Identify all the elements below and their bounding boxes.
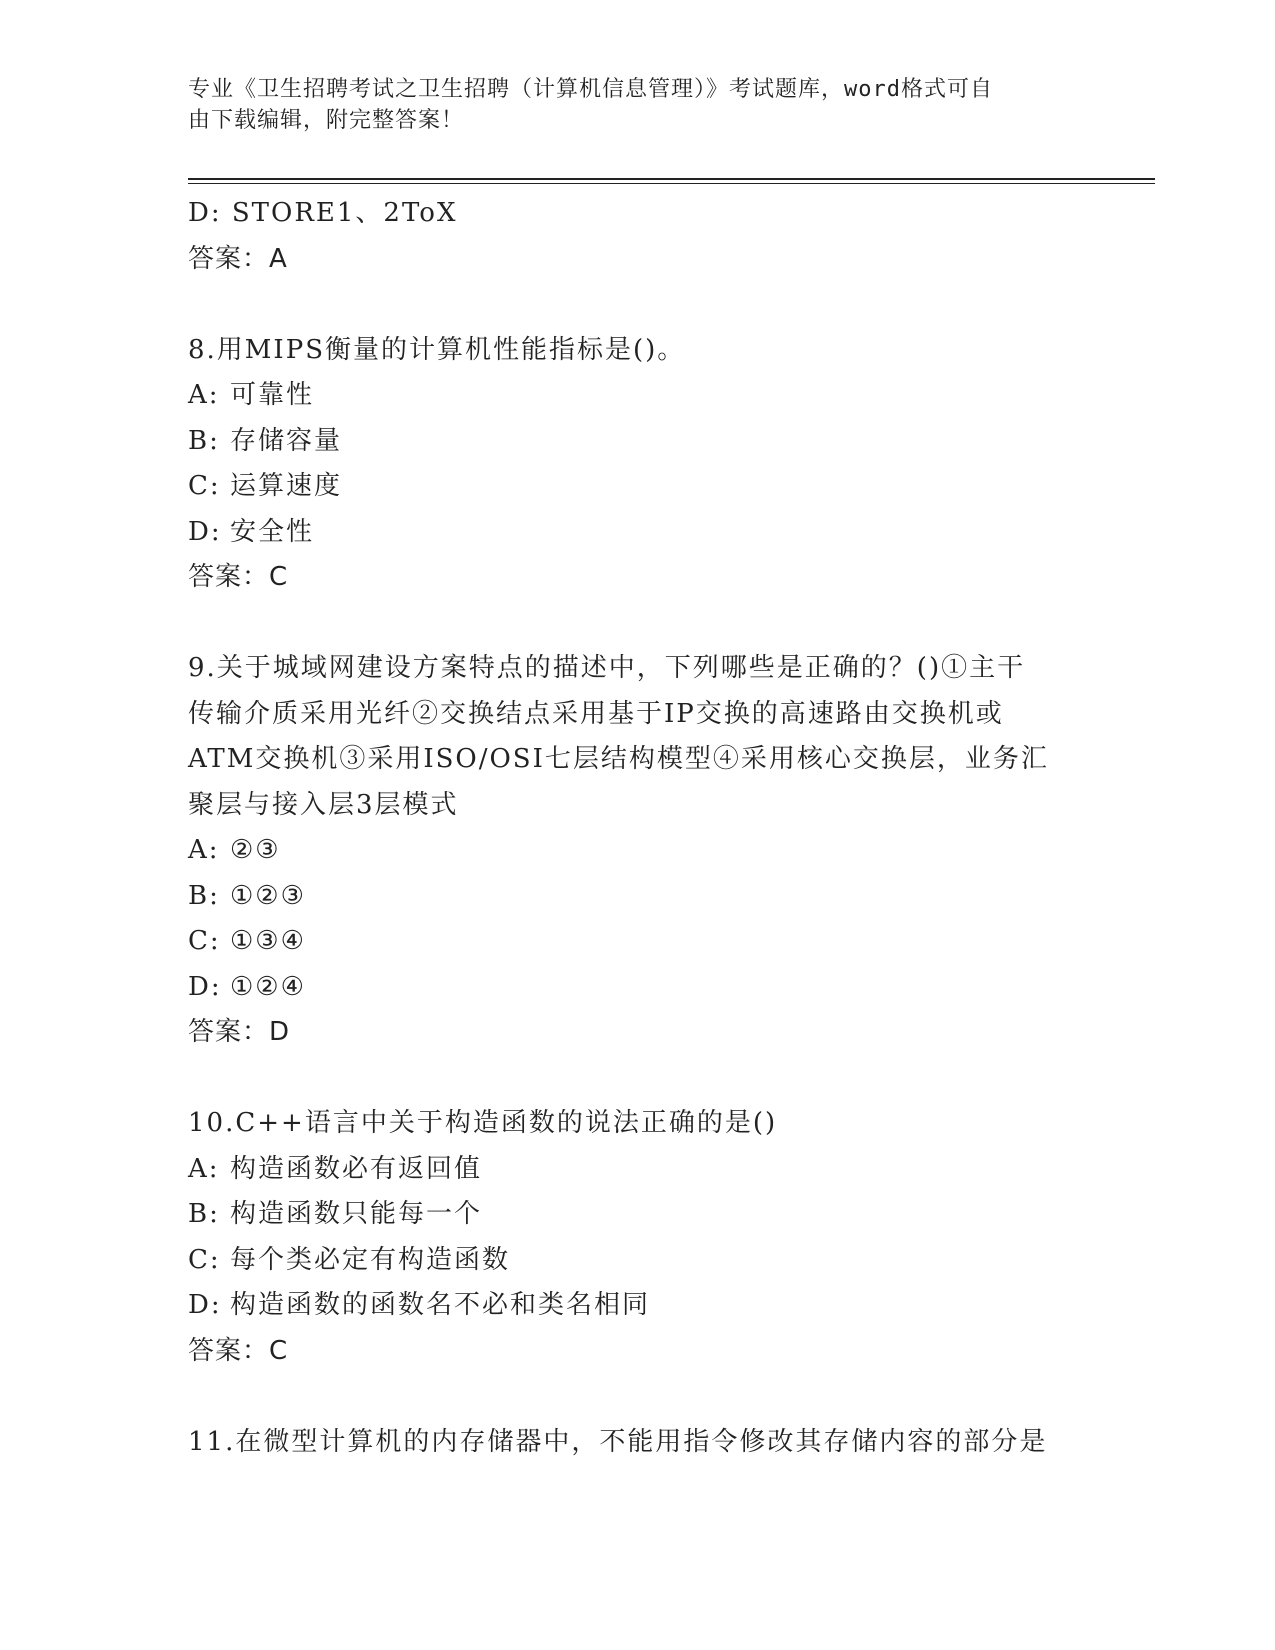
option-text: 存储容量 [230,425,343,456]
option-d [188,510,1088,556]
option-c [188,464,1088,510]
spacer [188,1056,1088,1102]
answer-line: 答案：C [188,562,289,592]
option-text: ①③④ [230,926,306,956]
answer-line: 答案：A [188,243,288,274]
option-label: C: [188,1244,221,1275]
option-label: C: [188,926,221,956]
option-text: 构造函数只能每一个 [230,1199,483,1229]
question-stem: 10.C++语言中关于构造函数的说法正确的是() [188,1108,778,1138]
option-text: 可靠性 [230,380,315,410]
option-a [188,373,1088,419]
header-divider-thick [188,178,1155,180]
option-label: A: [188,1153,220,1184]
option-d [188,1283,1088,1329]
question-7-tail [188,191,1088,282]
answer-line: 答案：C [188,1335,289,1366]
option-text: 每个类必定有构造函数 [230,1244,511,1275]
option-b [188,874,1088,920]
option-label: D: [188,971,222,1002]
option-text: ①②④ [230,971,306,1002]
header-divider-thin [188,183,1155,184]
option-text: 构造函数必有返回值 [230,1153,483,1184]
option-label: B: [188,1199,220,1229]
option-label: A: [188,835,220,865]
option-a [188,828,1088,874]
answer-line: 答案：D [188,1017,291,1047]
option-text: 构造函数的函数名不必和类名相同 [230,1290,651,1320]
question-9 [188,646,1088,1056]
option-text: ①②③ [230,880,306,911]
question-11 [188,1420,1088,1466]
option-text: 安全性 [230,516,315,547]
option-label: A: [188,380,220,410]
spacer [188,601,1088,647]
option-b [188,419,1088,465]
option-d [188,965,1088,1011]
option-c [188,919,1088,965]
header-line-1: 专业《卫生招聘考试之卫生招聘（计算机信息管理）》考试题库，word格式可自 [188,77,993,102]
header-line-2: 由下载编辑，附完整答案！ [188,108,465,133]
option-b [188,1192,1088,1238]
option-label: B: [188,425,220,456]
question-stem-line: 聚层与接入层3层模式 [188,789,459,820]
spacer [188,1374,1088,1420]
question-stem: 11.在微型计算机的内存储器中，不能用指令修改其存储内容的部分是 [188,1426,1048,1457]
question-stem-line: 传输介质采用光纤②交换结点采用基于IP交换的高速路由交换机或 [188,698,1004,729]
option-c [188,1238,1088,1284]
option-label: D: [188,516,222,547]
option-d: D: STORE1、2ToX [188,198,458,228]
document-body [188,191,1088,1465]
option-label: B: [188,880,220,911]
option-a [188,1147,1088,1193]
question-stem: 8.用MIPS衡量的计算机性能指标是()。 [188,334,686,365]
option-label: C: [188,471,221,501]
question-stem [188,646,1088,828]
question-8 [188,328,1088,601]
question-stem-line: 9.关于城域网建设方案特点的描述中，下列哪些是正确的？()①主干 [188,653,1026,683]
option-text: ②③ [230,835,281,865]
option-text: 运算速度 [230,471,343,501]
document-header [188,74,1068,136]
question-stem-line: ATM交换机③采用ISO/OSI七层结构模型④采用核心交换层，业务汇 [188,744,1049,774]
question-10 [188,1101,1088,1374]
spacer [188,282,1088,328]
option-label: D: [188,1290,222,1320]
